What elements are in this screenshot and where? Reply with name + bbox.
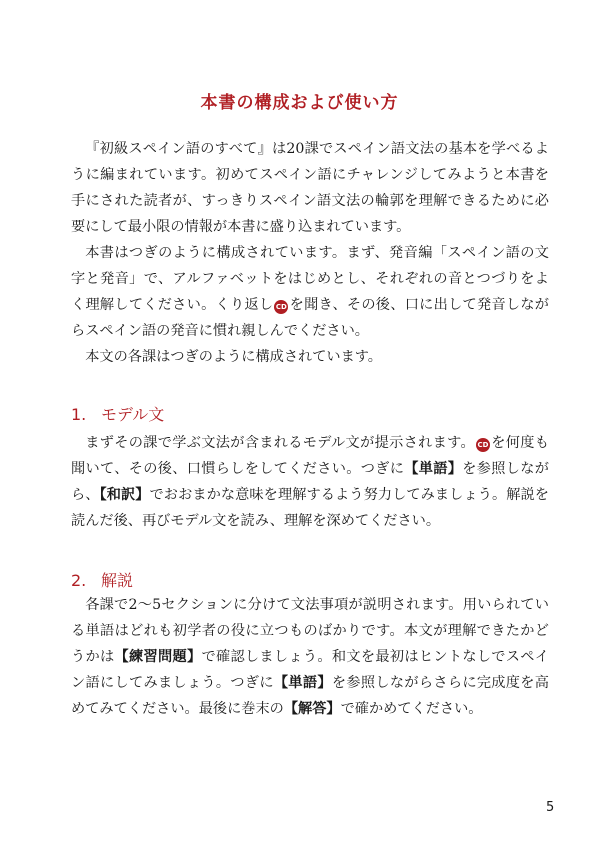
intro-paragraph-3: 本文の各課はつぎのように構成されています。 [85,349,382,365]
keyword-kaito: 【解答】 [283,701,341,717]
cd-icon: CD [476,438,490,452]
keyword-tango: 【単語】 [404,461,463,477]
section-2-text-3: を参照しながらさらに完成度を高めてみてください。最後に巻末の [71,675,549,717]
page-number: 5 [546,800,555,815]
section-2-body [71,592,549,722]
keyword-renshu-mondai: 【練習問題】 [114,649,202,665]
intro-paragraph-1: 『初級スペイン語のすべて』は20課でスペイン語文法の基本を学べるように編まれています。初めてスペイン語にチャレンジしてみようと本書を手にされた読者が、すっきりスペイン語文法の輪郭を理解できるために必要にして最小限の情報が本書に盛り込まれています。 [71,141,549,235]
section-1-number: 1. [71,405,87,424]
section-2-title: 解説 [101,571,134,590]
section-2-heading [71,568,133,591]
section-1-text-2: を何度も聞いて、その後、口慣らしをしてください。つぎに [71,435,549,477]
intro-paragraph-2-text-a: 本書はつぎのように構成されています。まず、発音編「スペイン語の文字と発音」で、アルファベットをはじめとし、それぞれの音とつづりをよく理解してください。くり返し [71,245,549,313]
section-1-paragraph [71,430,549,534]
section-2-text-1: 各課で2～5セクションに分けて文法事項が説明されます。用いられている単語はどれも初学者の役に立つものばかりです。本文が理解できたかどうかは [71,597,549,665]
intro-paragraph-2 [71,240,549,344]
section-1-heading [71,402,164,425]
section-2-text-4: で確かめてください。 [340,701,483,717]
section-1-title: モデル文 [101,405,165,424]
section-1-text-1: まずその課で学ぶ文法が含まれるモデル文が提示されます。 [85,435,475,451]
section-1-text-3: を参照しながら、 [71,461,549,503]
intro-block [71,136,549,370]
section-1-body [71,430,549,534]
section-2-text-2: で確認しましょう。和文を最初はヒントなしでスペイン語にしてみましょう。つぎに [71,649,549,691]
intro-paragraph-2-text-b: を聞き、その後、口に出して発音しながらスペイン語の発音に慣れ親しんでください。 [71,297,549,339]
page-title: 本書の構成および使い方 [200,93,399,113]
section-1-text-4: でおおまかな意味を理解するよう努力してみましょう。解説を読んだ後、再びモデル文を読み、理解を深めてください。 [71,487,549,529]
cd-icon: CD [274,300,288,314]
section-2-paragraph [71,592,549,722]
keyword-wayaku: 【和訳】 [99,487,150,503]
keyword-tango: 【単語】 [273,675,332,691]
section-2-number: 2. [71,571,87,590]
